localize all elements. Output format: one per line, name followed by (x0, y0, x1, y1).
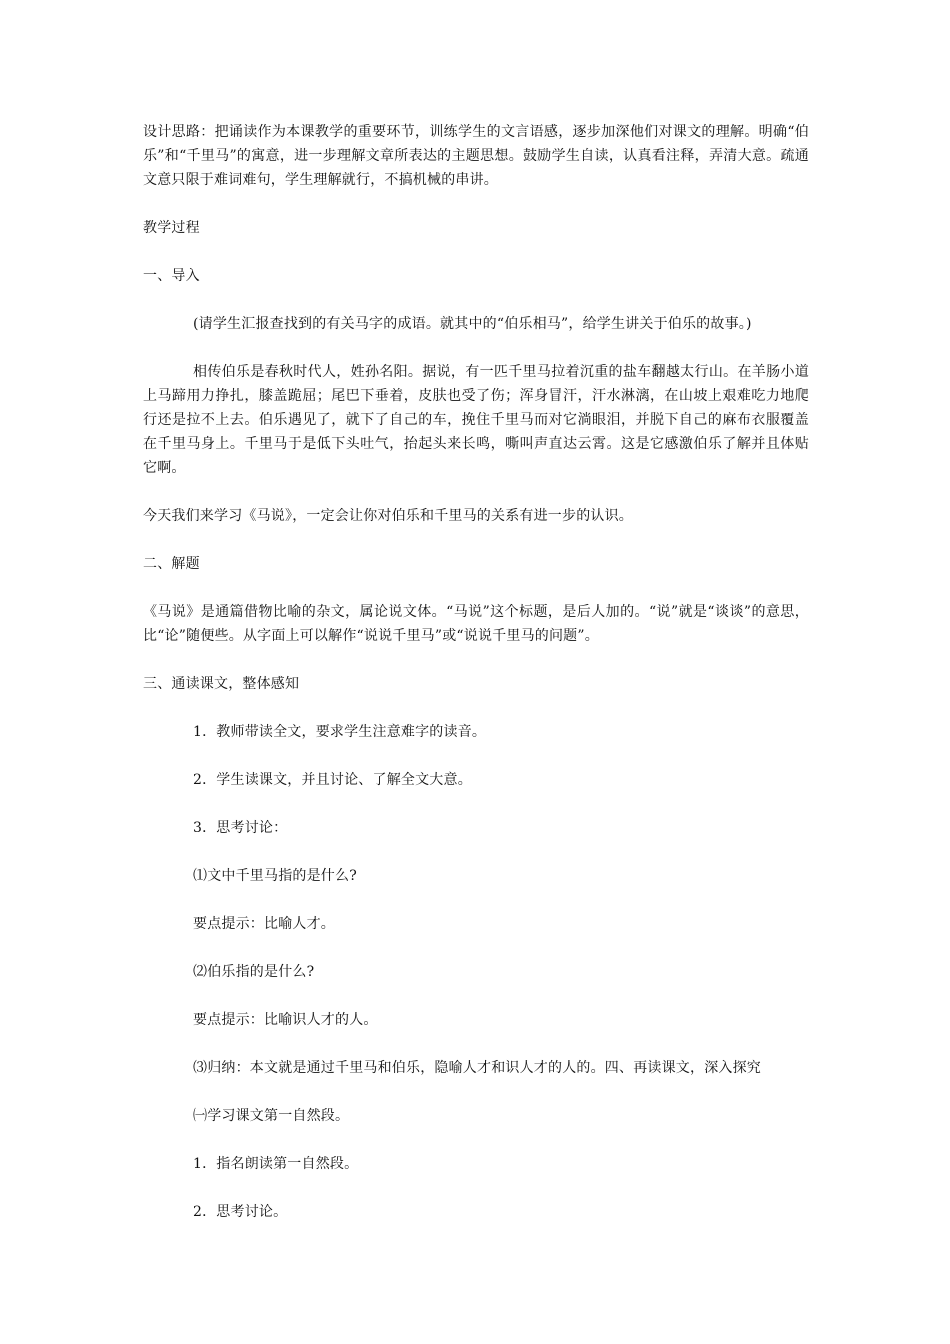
section-heading-intro: 一、导入 (143, 268, 200, 284)
document-page (143, 120, 809, 1248)
answer-2: 要点提示：比喻识人才的人。 (193, 1012, 378, 1028)
part-1-heading: ㈠学习课文第一自然段。 (193, 1108, 350, 1124)
process-heading: 教学过程 (143, 220, 200, 236)
step-1: 1．教师带读全文，要求学生注意难字的读音。 (193, 724, 487, 740)
question-3-summary: ⑶归纳：本文就是通过千里马和伯乐，隐喻人才和识人才的人的。四、再读课文，深入探究 (193, 1060, 761, 1076)
today-paragraph: 今天我们来学习《马说》，一定会让你对伯乐和千里马的关系有进一步的认识。 (143, 508, 633, 524)
section-heading-read-through: 三、通读课文，整体感知 (143, 676, 300, 692)
part-1-step-2: 2．思考讨论。 (193, 1204, 288, 1220)
design-idea-paragraph: 设计思路：把诵读作为本课教学的重要环节，训练学生的文言语感，逐步加深他们对课文的理解。明确“伯乐”和“千里马”的寓意，进一步理解文章所表达的主题思想。鼓励学生自读，认真看注释，弄清大意。疏通文意只限于难词难句，学生理解就行，不搞机械的串讲。 (143, 124, 809, 188)
part-1-step-1: 1．指名朗读第一自然段。 (193, 1156, 359, 1172)
section-heading-title-explain: 二、解题 (143, 556, 200, 572)
title-explain-paragraph: 《马说》是通篇借物比喻的杂文，属论说文体。“马说”这个标题，是后人加的。“说”就是“谈谈”的意思，比“论”随便些。从字面上可以解作“说说千里马”或“说说千里马的问题”。 (143, 604, 809, 644)
step-3: 3．思考讨论： (193, 820, 288, 836)
question-1: ⑴文中千里马指的是什么? (193, 868, 357, 884)
answer-1: 要点提示：比喻人才。 (193, 916, 335, 932)
step-2: 2．学生读课文，并且讨论、了解全文大意。 (193, 772, 472, 788)
intro-note: (请学生汇报查找到的有关马字的成语。就其中的“伯乐相马”，给学生讲关于伯乐的故事。) (193, 316, 752, 332)
question-2: ⑵伯乐指的是什么? (193, 964, 315, 980)
story-paragraph: 相传伯乐是春秋时代人，姓孙名阳。据说，有一匹千里马拉着沉重的盐车翻越太行山。在羊肠小道上马蹄用力挣扎，膝盖跪屈；尾巴下垂着，皮肤也受了伤；浑身冒汗，汗水淋漓，在山坡上艰难吃力地爬行还是拉不上去。伯乐遇见了，就下了自己的车，挽住千里马而对它淌眼泪，并脱下自己的麻布衣服覆盖在千里马身上。千里马于是低下头吐气，抬起头来长鸣，嘶叫声直达云霄。这是它感激伯乐了解并且体贴它啊。 (143, 364, 809, 476)
